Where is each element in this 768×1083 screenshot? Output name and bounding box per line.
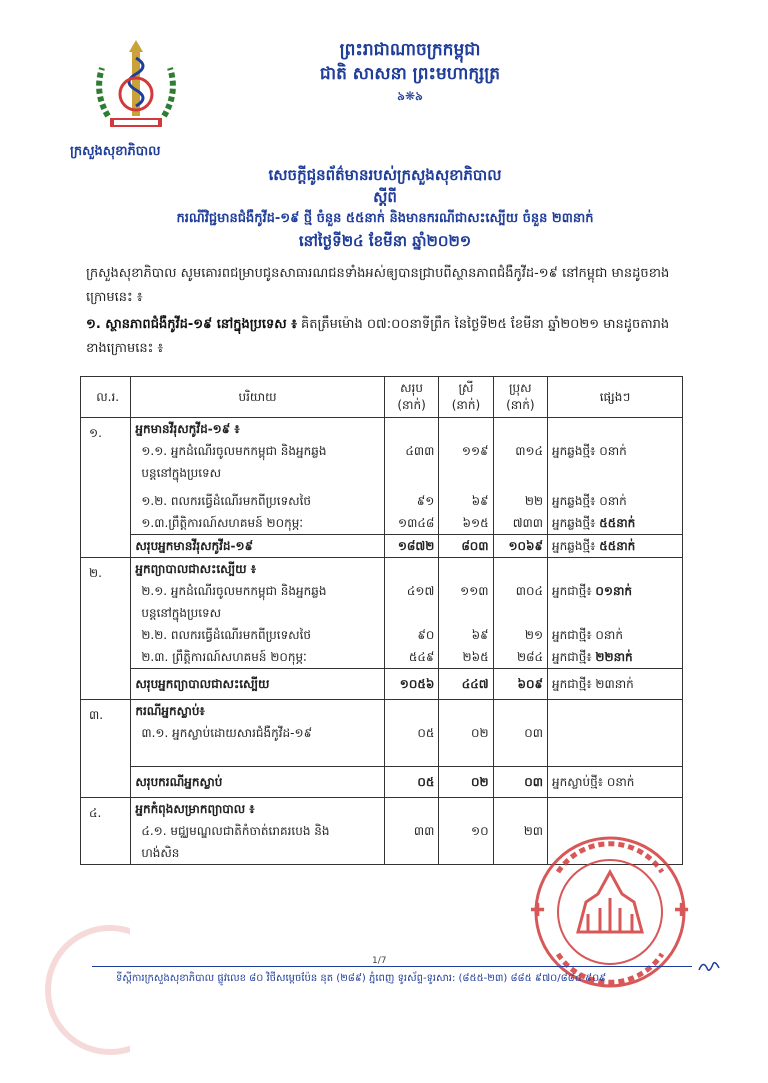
ministry-emblem-logo [88,38,184,138]
cell-other: អ្នកជាថ្មី៖ ០១នាក់ [548,580,683,624]
table-row [81,440,683,484]
cell-total: ៤៣៣ [384,440,439,484]
section-1-text: គិតត្រឹមម៉ោង ០៧:០០នាទីព្រឹក នៃថ្ងៃទី២៥ ខែមីនា ឆ្នាំ២០២១ មានដូចតារាងខាងក្រោមនេះ ៖ [86,317,670,356]
section-number: ១. [81,418,131,558]
cell-male: ០៣ [493,722,547,767]
cell-female: ៦៩ [439,624,493,646]
cell-female: ១០ [439,820,493,865]
cell-other: អ្នកស្លាប់ថ្មី៖ ០នាក់ [548,767,683,798]
official-seal-stamp [528,832,693,992]
cell-other [548,722,683,767]
row-desc: ៣.១. អ្នកស្លាប់ដោយសារជំងឺកូវីដ-១៩ [131,722,384,767]
cell-male: ៣០៤ [493,580,547,624]
cell-total: ០៥ [384,767,439,798]
cell-total: ៤១៧ [384,580,439,624]
cell-female: ១១៣ [439,580,493,624]
header-no: ល.រ. [81,377,131,418]
cell-female: ១១៩ [439,440,493,484]
cell-other: អ្នកជាថ្មី៖ ២៣នាក់ [548,669,683,700]
table-row-total [81,669,683,700]
ornament: ৯❋৯ [397,89,423,103]
table-row [81,558,683,581]
table-row [81,418,683,441]
table-row [81,646,683,669]
cell-other: អ្នកជាថ្មី៖ ២២នាក់ [548,646,683,669]
intro-paragraph: ក្រសួងសុខាភិបាល សូមគោរពជម្រាបជូនសាធារណជនទាំងអស់ឲ្យបានជ្រាបពីស្ថានភាពជំងឺកូវីដ-១៩ នៅកម្ពុជា មានដូចខាងក្រោមនេះ ៖ [86,266,670,305]
cell-male: ០៣ [493,767,547,798]
footer-divider [92,966,692,967]
row-desc: ២.១. អ្នកដំណើរចូលមកកម្ពុជា និងអ្នកឆ្លង បន្តនៅក្នុងប្រទេស [131,580,384,624]
cell-male: ៦០៩ [493,669,547,700]
cell-total: ៩០ [384,624,439,646]
cell-female: ៤៤៧ [439,669,493,700]
cell-other: អ្នកឆ្លងថ្មី៖ ៥៥នាក់ [548,512,683,535]
section-title: អ្នកកំពុងសម្រាកព្យាបាល ៖ [131,798,384,821]
cell-other: អ្នកឆ្លងថ្មី៖ ៥៥នាក់ [548,535,683,558]
table-row [81,484,683,512]
cell-female: ៦១៥ [439,512,493,535]
page-number: 1/7 [372,956,387,966]
title-line-4: នៅថ្ងៃទី២៤ ខែមីនា ឆ្នាំ២០២១ [298,232,472,250]
header-desc: បរិយាយ [131,377,384,418]
cell-female: ៦៩ [439,484,493,512]
cell-male: ២៣ [493,820,547,865]
row-desc: ១.១. អ្នកដំណើរចូលមកកម្ពុជា និងអ្នកឆ្លង បន្តនៅក្នុងប្រទេស [131,440,384,484]
cell-male: ២២ [493,484,547,512]
header-male: ប្រុស (នាក់) [493,377,547,418]
covid-statistics-table [80,376,683,865]
section-title: ករណីអ្នកស្លាប់៖ [131,700,384,723]
cell-total: ៩១ [384,484,439,512]
cell-female: ០២ [439,722,493,767]
cell-female: ៨០៣ [439,535,493,558]
row-desc: សរុបអ្នកព្យាបាលជាសះស្បើយ [131,669,384,700]
table-header-row [81,377,683,418]
header-total: សរុប (នាក់) [384,377,439,418]
footer-address: ទីស្តីការក្រសួងសុខាភិបាល ផ្លូវលេខ ៨០ វិថីសម្តេចប៉ែន នុត (២៨៩) ភ្នំពេញ ទូរស័ព្ទ-ទូរសារ: (៨៥៥-២៣) ៨៨៥ ៩៧០/៨៨៤ ៩០៩ [116,973,607,984]
document-title [60,164,710,252]
cell-male: ១០៦៩ [493,535,547,558]
cell-male: ៣១៤ [493,440,547,484]
section-number: ២. [81,558,131,700]
faint-stamp-bleedthrough [40,920,130,1060]
header-other: ផ្សេងៗ [548,377,683,418]
table-row [81,798,683,821]
section-number: ៣. [81,700,131,798]
cell-total: ១៨៧២ [384,535,439,558]
row-desc: ៤.១. មជ្ឈមណ្ឌលជាតិកំចាត់រោគរបេង និង ហង់សិន [131,820,384,865]
cell-total: ០៥ [384,722,439,767]
row-desc: សរុបអ្នកមានវីរុសកូវីដ-១៩ [131,535,384,558]
section-title: អ្នកមានវីរុសកូវីដ-១៩ ៖ [131,418,384,441]
letterhead [260,38,560,106]
national-motto: ជាតិ សាសនា ព្រះមហាក្សត្រ [319,64,501,84]
table-row-total [81,767,683,798]
cell-other: អ្នកជាថ្មី៖ ០នាក់ [548,624,683,646]
title-line-1: សេចក្តីជូនព័ត៌មានរបស់ក្រសួងសុខាភិបាល [268,166,502,184]
table-row [81,624,683,646]
section-title: អ្នកព្យាបាលជាសះស្បើយ ៖ [131,558,384,581]
table-row [81,512,683,535]
row-desc: ២.២. ពលករធ្វើដំណើរមកពីប្រទេសថៃ [131,624,384,646]
table-row [81,722,683,767]
cell-total: ១៣៤៨ [384,512,439,535]
section-1-heading: ១. ស្ថានភាពជំងឺកូវីដ-១៩ នៅក្នុងប្រទេស ៖ [86,317,297,332]
title-line-2: ស្តីពី [373,188,397,206]
svg-text:✚: ✚ [530,900,546,921]
cell-male: ២៨៤ [493,646,547,669]
cell-male: ២១ [493,624,547,646]
section-number: ៤. [81,798,131,865]
cell-male: ៧៣៣ [493,512,547,535]
kingdom-heading: ព្រះរាជាណាចក្រកម្ពុជា [339,40,481,60]
cell-female: ០២ [439,767,493,798]
cell-other: អ្នកឆ្លងថ្មី៖ ០នាក់ [548,440,683,484]
initial-signature [697,958,721,976]
cell-total: ៥៤៩ [384,646,439,669]
header-female: ស្រី (នាក់) [439,377,493,418]
table-row-total [81,535,683,558]
table-row [81,580,683,624]
cell-other: អ្នកឆ្លងថ្មី៖ ០នាក់ [548,484,683,512]
svg-text:✚: ✚ [674,900,690,921]
row-desc: ២.៣. ព្រឹត្តិការណ៍សហគមន៍ ២០កុម្ភៈ [131,646,384,669]
cell-total: ៣៣ [384,820,439,865]
row-desc: ១.២. ពលករធ្វើដំណើរមកពីប្រទេសថៃ [131,484,384,512]
row-desc: សរុបករណីអ្នកស្លាប់ [131,767,384,798]
ministry-label: ក្រសួងសុខាភិបាល [70,144,161,159]
cell-total: ១០៥៦ [384,669,439,700]
table-row [81,700,683,723]
title-line-3: ករណីវិជ្ជមានជំងឺកូវីដ-១៩ ថ្មី ចំនួន ៥៥នាក់ និងមានករណីជាសះស្បើយ ចំនួន ២៣នាក់ [176,211,594,226]
section-1-paragraph [86,313,686,361]
row-desc: ១.៣.ព្រឹត្តិការណ៍សហគមន៍ ២០កុម្ភៈ [131,512,384,535]
cell-female: ២៦៥ [439,646,493,669]
